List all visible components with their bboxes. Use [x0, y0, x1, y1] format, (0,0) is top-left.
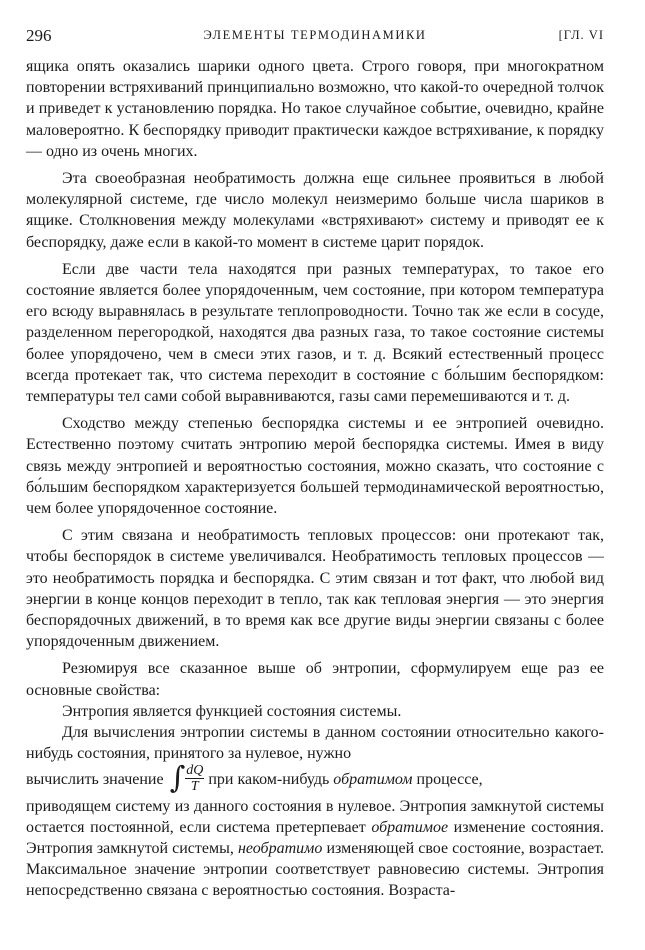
integral-fraction — [185, 763, 204, 794]
paragraph-10-part-3: изменяющей свое состояние, возрастает. Максимальное значение энтропии соответствует равновесию системы. Энтропия непосредственно связана с вероятностью состояния. Возраста- — [26, 839, 605, 900]
page-number: 296 — [26, 26, 52, 45]
paragraph-3: Если две части тела находятся при разных температурах, то такое его состояние является более упорядоченным, чем состояние, при котором температура его всюду выравнялась в результате теплопроводности. Точно так же если в сосуде, разделенном перегородкой, находятся два разных газа, то такое состояние системы более упорядочено, чем в смеси этих газов, и т. д. Всякий естественный процесс всегда протекает так, что система переходит в состояние с бо́льшим беспорядком: температуры тел сами собой выравниваются, газы сами перемешиваются и т. д. — [26, 260, 604, 406]
integral-denominator: T — [190, 778, 199, 794]
paragraph-10 — [26, 796, 604, 902]
integral-formula — [169, 760, 205, 795]
book-page — [26, 26, 604, 902]
paragraph-2: Эта своеобразная необратимость должна еще сильнее проявиться в любой молекулярной системе, где число молекул неизмеримо больше числа шариков в ящике. Столкновения между молекулами «встряхивают» систему и приводят ее к беспорядку, даже если в какой-то момент в системе царит порядок. — [26, 170, 604, 251]
paragraph-6: Резюмируя все сказанное выше об энтропии, сформулируем еще раз ее основные свойства: — [26, 660, 604, 699]
italic-irreversibly: необратимо — [237, 839, 323, 857]
running-header — [26, 26, 604, 48]
paragraph-9-formula-line — [26, 760, 604, 796]
paragraph-1: ящика опять оказались шарики одного цвета. Строго говоря, при многократном повторении встряхиваний принципиально возможно, что какой-то очередной толчок и приведет к установлению порядка. Но такое случайное событие, очевидно, крайне маловероятно. К беспорядку приводит практически каждое встряхивание, к порядку — одно из очень многих. — [26, 58, 604, 160]
integral-sign: ∫ — [169, 760, 186, 795]
formula-text-middle: при каком-нибудь — [208, 770, 330, 788]
paragraph-10-part-2: изменение состояния. Энтропия замкнутой системы, — [26, 818, 604, 857]
italic-reversible: обратимом — [333, 770, 413, 788]
formula-text-after: процессе, — [416, 770, 483, 788]
paragraph-10-part-1: приводящем систему из данного состояния в нулевое. Энтропия замкнутой системы остается постоянной, если система претерпевает — [26, 797, 604, 836]
running-title: ЭЛЕМЕНТЫ ТЕРМОДИНАМИКИ — [203, 28, 427, 42]
paragraph-8: Для вычисления энтропии системы в данном состоянии относительно какого-нибудь состояния, принятого за нулевое, нужно — [26, 724, 604, 763]
paragraph-5: С этим связана и необратимость тепловых процессов: они протекают так, чтобы беспорядок в системе увеличивался. Необратимость тепловых процессов — это необратимость порядка и беспорядка. С этим связан и тот факт, что любой вид энергии в конце концов переходит в тепло, так как тепловая энергия — это энергия беспорядочных движений, в то время как все другие виды энергии связаны с более упорядоченным движением. — [26, 527, 604, 651]
integral-numerator: dQ — [186, 762, 204, 778]
chapter-marker: [ГЛ. VI — [558, 28, 604, 42]
paragraph-4: Сходство между степенью беспорядка системы и ее энтропией очевидно. Естественно поэтому считать энтропию мерой беспорядка системы. Имея в виду связь между энтропией и вероятностью состояния, можно сказать, что состояние с бо́льшим беспорядком характеризуется большей термодинамической вероятностью, чем более упорядоченное состояние. — [26, 415, 604, 518]
formula-text-before: вычислить значение — [26, 770, 164, 788]
italic-reversible-change: обратимое — [371, 818, 449, 836]
paragraph-7: Энтропия является функцией состояния системы. — [62, 702, 402, 720]
page-body — [26, 56, 604, 902]
